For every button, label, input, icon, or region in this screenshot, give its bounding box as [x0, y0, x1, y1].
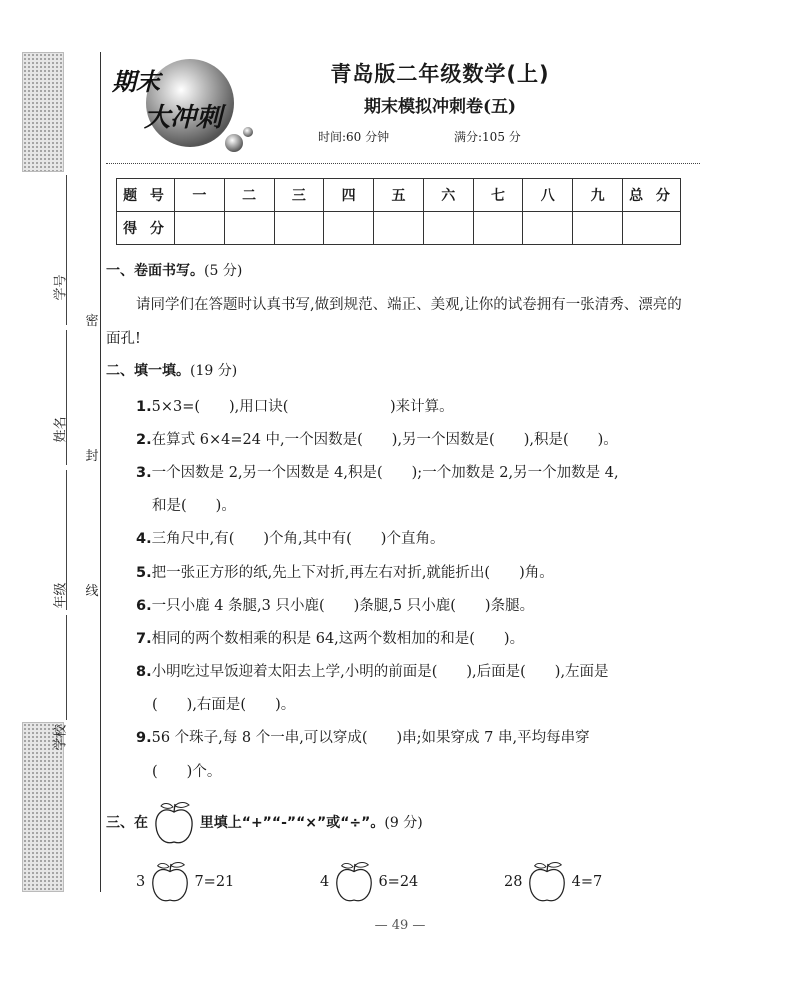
score-cell[interactable] — [423, 212, 473, 245]
question-5: 5.把一张正方形的纸,先上下对折,再左右对折,就能折出( )角。 — [136, 565, 554, 581]
question-1: 1.5×3=( ),用口诀( )来计算。 — [136, 399, 454, 415]
label-line — [66, 175, 67, 325]
question-2: 2.在算式 6×4=24 中,一个因数是( ),另一个因数是( ),积是( )。 — [136, 432, 618, 448]
section-title: 二、填一填。 — [106, 363, 190, 379]
table-cell: 五 — [374, 179, 424, 212]
section-points: (19 分) — [190, 363, 238, 379]
score-cell[interactable] — [374, 212, 424, 245]
section-1-text: 请同学们在答题时认真书写,做到规范、端正、美观,让你的试卷拥有一张清秀、漂亮的面孔! — [106, 297, 682, 347]
table-cell: 得 分 — [117, 212, 175, 245]
seal-char-1: 密 — [85, 314, 99, 329]
score-cell[interactable] — [523, 212, 573, 245]
time-limit: 时间:60 分钟 — [318, 130, 390, 144]
seal-char-3: 线 — [85, 584, 99, 599]
section-title: 三、在 — [106, 815, 148, 831]
score-cell[interactable] — [623, 212, 681, 245]
section-3-heading — [106, 800, 423, 846]
question-9-cont: ( )个。 — [152, 764, 222, 780]
table-cell: 六 — [423, 179, 473, 212]
page-title: 青岛版二年级数学(上) — [330, 62, 550, 86]
table-cell: 九 — [573, 179, 623, 212]
score-table — [116, 178, 681, 245]
table-cell: 四 — [324, 179, 374, 212]
table-cell: 二 — [224, 179, 274, 212]
section-2-heading — [106, 360, 237, 380]
question-3-cont: 和是( )。 — [152, 498, 236, 514]
name-label: 姓名 — [53, 416, 69, 443]
section-points: (9 分) — [384, 815, 423, 831]
question-8: 8.小明吃过早饭迎着太阳去上学,小明的前面是( ),后面是( ),左面是 — [136, 664, 609, 680]
question-9: 9.56 个珠子,每 8 个一串,可以穿成( )串;如果穿成 7 串,平均每串穿 — [136, 730, 590, 746]
score-cell[interactable] — [274, 212, 324, 245]
section-title-rest: 里填上“+”“-”“×”或“÷”。 — [199, 815, 385, 831]
apple-icon[interactable] — [150, 858, 190, 906]
page-subtitle: 期末模拟冲刺卷(五) — [363, 97, 517, 117]
section-1-heading — [106, 260, 242, 280]
calc-item-1: 3 7=21 — [136, 858, 234, 906]
apple-icon[interactable] — [527, 858, 567, 906]
question-4: 4.三角尺中,有( )个角,其中有( )个直角。 — [136, 531, 445, 547]
score-cell[interactable] — [324, 212, 374, 245]
logo — [108, 48, 258, 158]
binding-pattern-top — [22, 52, 64, 172]
section-title: 一、卷面书写。 — [106, 263, 204, 279]
apple-icon — [153, 800, 195, 846]
calc-item-2: 4 6=24 — [320, 858, 418, 906]
question-6: 6.一只小鹿 4 条腿,3 只小鹿( )条腿,5 只小鹿( )条腿。 — [136, 598, 535, 614]
score-cell[interactable] — [224, 212, 274, 245]
score-cell[interactable] — [573, 212, 623, 245]
school-label: 学校 — [53, 724, 69, 751]
logo-text-1: 期末 — [112, 68, 160, 96]
table-cell: 总 分 — [623, 179, 681, 212]
table-row — [117, 179, 681, 212]
full-score: 满分:105 分 — [454, 130, 521, 144]
table-cell: 七 — [473, 179, 523, 212]
table-cell: 一 — [175, 179, 225, 212]
score-cell[interactable] — [473, 212, 523, 245]
label-line — [66, 615, 67, 720]
label-line — [66, 330, 67, 465]
grade-label: 年级 — [53, 582, 69, 609]
apple-icon[interactable] — [334, 858, 374, 906]
question-3: 3.一个因数是 2,另一个因数是 4,积是( );一个加数是 2,另一个加数是 4, — [136, 465, 619, 481]
table-cell: 八 — [523, 179, 573, 212]
divider — [106, 163, 700, 164]
page-number: — 49 — — [374, 918, 426, 933]
score-cell[interactable] — [175, 212, 225, 245]
question-8-cont: ( ),右面是( )。 — [152, 697, 296, 713]
calc-item-3: 28 4=7 — [504, 858, 602, 906]
seal-char-2: 封 — [85, 449, 99, 464]
binding-line — [100, 52, 101, 892]
question-7: 7.相同的两个数相乘的积是 64,这两个数相加的和是( )。 — [136, 631, 525, 647]
table-cell: 题 号 — [117, 179, 175, 212]
student-id-label: 学号 — [53, 274, 69, 301]
table-row — [117, 212, 681, 245]
table-cell: 三 — [274, 179, 324, 212]
logo-text-2: 大冲刺 — [144, 103, 223, 133]
section-points: (5 分) — [204, 263, 243, 279]
